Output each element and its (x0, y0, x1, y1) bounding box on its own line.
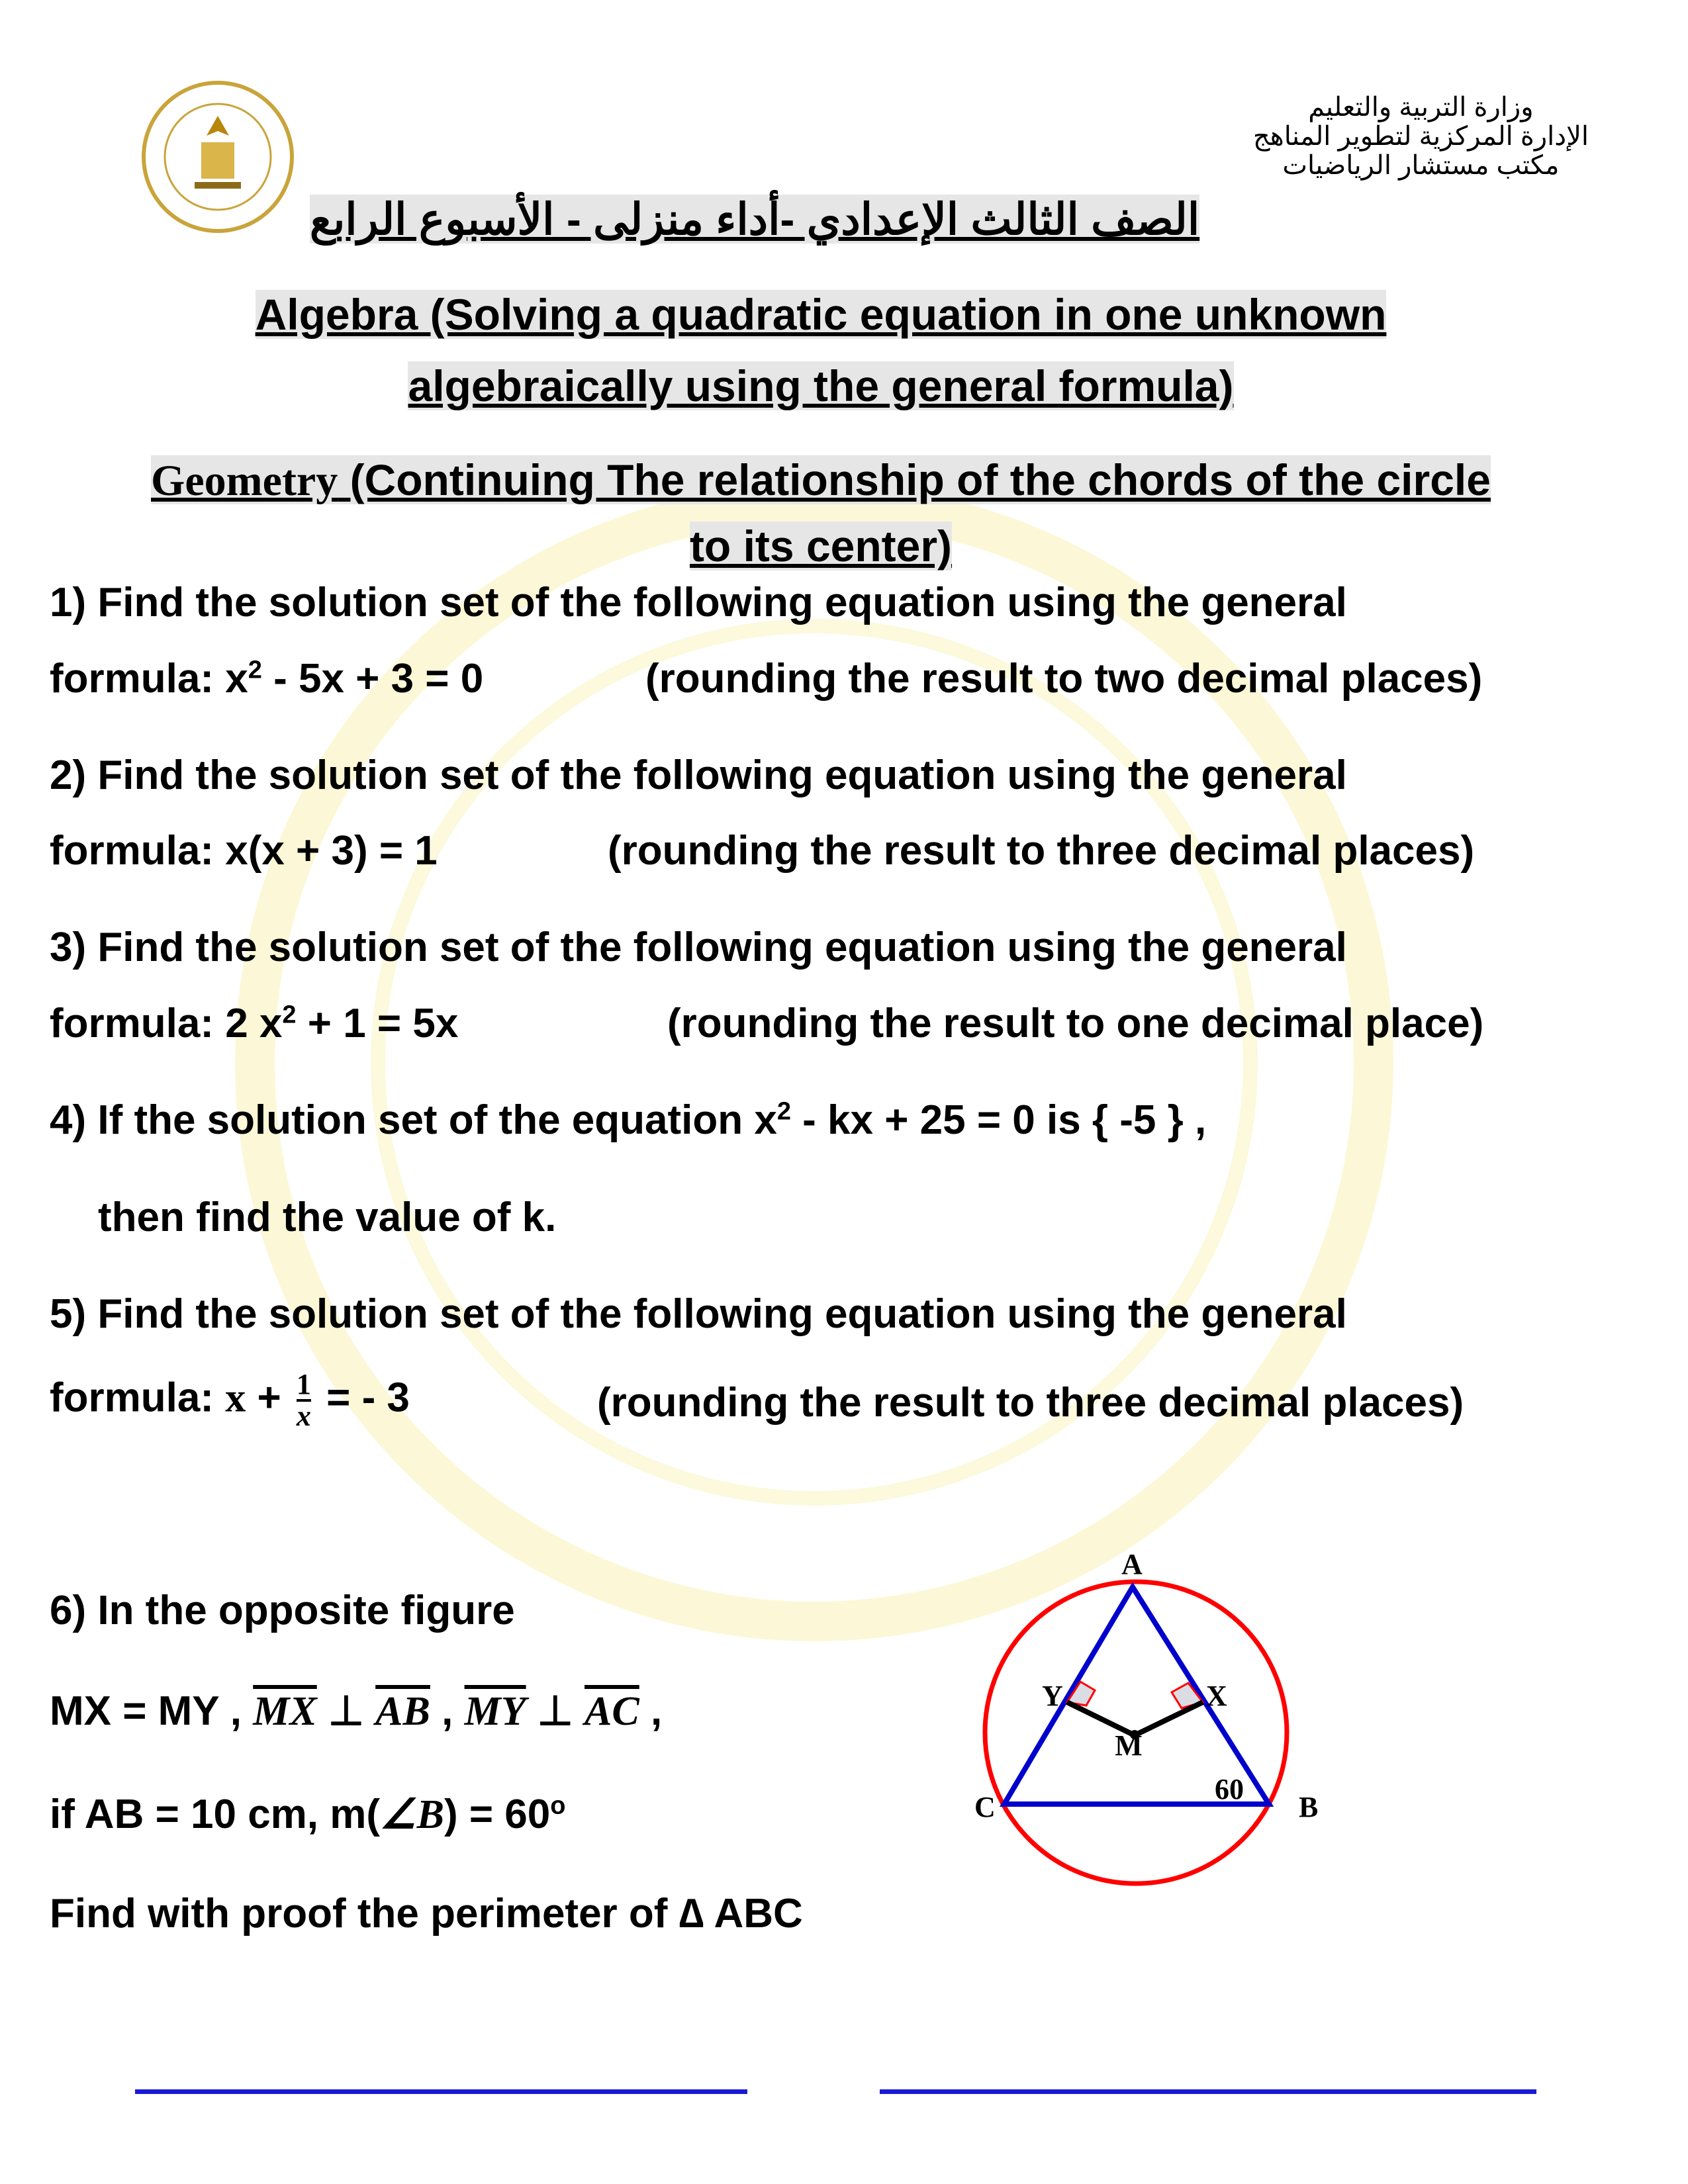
text: - kx + 25 = 0 is { -5 } , (790, 1097, 1207, 1143)
text: formula: (50, 1375, 226, 1421)
q1-note: (rounding the result to two decimal places) (645, 656, 1483, 702)
segment-mx: $\overline{MX}$ (253, 1689, 317, 1734)
label-y: Y (1042, 1680, 1063, 1712)
text: + 1 = 5x (296, 1001, 459, 1046)
q3-note: (rounding the result to one decimal place) (667, 1001, 1484, 1046)
q4-line2: then find the value of k. (98, 1195, 557, 1240)
text: = - 3 (314, 1375, 410, 1421)
perp-symbol: ⊥ (526, 1688, 585, 1734)
angle: ∠B (380, 1792, 444, 1837)
text: - 5x + 3 = 0 (261, 656, 484, 702)
q2-line1: 2) Find the solution set of the following equation using the general (50, 752, 1347, 798)
label-c: C (974, 1791, 996, 1823)
q2-formula: formula: x(x + 3) = 1 (50, 828, 438, 874)
text: MX = MY , (50, 1688, 254, 1734)
angle-label: 60 (1215, 1773, 1244, 1805)
degree: o (550, 1792, 566, 1820)
ministry-line: الإدارة المركزية لتطوير المناهج (1252, 122, 1589, 151)
perp-symbol: ⊥ (316, 1688, 376, 1734)
label-b: B (1299, 1791, 1319, 1823)
arabic-title: الصف الثالث الإعدادي -أداء منزلى - الأسبوع الرابع (309, 195, 1200, 244)
label-x: X (1206, 1680, 1227, 1712)
exponent: 2 (776, 1097, 791, 1126)
heading-text: to its center) (689, 522, 953, 570)
segment-my: $\overline{MY}$ (464, 1689, 526, 1734)
text: formula: 2 x (50, 1001, 283, 1046)
heading-text: (Continuing The relationship of the chords of the circle (338, 455, 1491, 504)
variable: x (225, 1375, 246, 1421)
label-a: A (1121, 1548, 1143, 1580)
exponent: 2 (248, 656, 262, 684)
geometry-word: Geometry (151, 457, 338, 505)
q5-line1: 5) Find the solution set of the following equation using the general (50, 1291, 1347, 1337)
segment-ac: $\overline{AC}$ (585, 1689, 639, 1734)
text: ) = 60 (444, 1792, 551, 1837)
text: 4) If the solution set of the equation x (50, 1097, 777, 1143)
q5-note: (rounding the result to three decimal places) (597, 1380, 1464, 1426)
answer-line-right (880, 2089, 1536, 2094)
label-m: M (1115, 1729, 1143, 1762)
heading-text: algebraically using the general formula) (408, 361, 1234, 410)
exponent: 2 (282, 1001, 297, 1029)
text: , (430, 1688, 465, 1734)
q3-line1: 3) Find the solution set of the following equation using the general (50, 925, 1347, 970)
text: + (246, 1375, 293, 1421)
ministry-line: مكتب مستشار الرياضيات (1282, 151, 1560, 180)
q6-task: Find with proof the perimeter of ∆ ABC (50, 1891, 803, 1936)
text: formula: x (50, 656, 248, 702)
text: , (639, 1688, 663, 1734)
q6-line1: 6) In the opposite figure (50, 1588, 515, 1633)
segment-ab: $\overline{AB}$ (375, 1689, 430, 1734)
denominator: x (296, 1400, 311, 1432)
ministry-line: وزارة التربية والتعليم (1308, 93, 1534, 122)
q1-line1: 1) Find the solution set of the following equation using the general (50, 580, 1347, 625)
answer-line-left (135, 2089, 747, 2094)
numerator: 1 (296, 1368, 311, 1400)
text: if AB = 10 cm, m( (50, 1792, 381, 1837)
q2-note: (rounding the result to three decimal places) (608, 828, 1475, 874)
heading-text: Algebra (Solving a quadratic equation in one unknown (255, 290, 1387, 339)
